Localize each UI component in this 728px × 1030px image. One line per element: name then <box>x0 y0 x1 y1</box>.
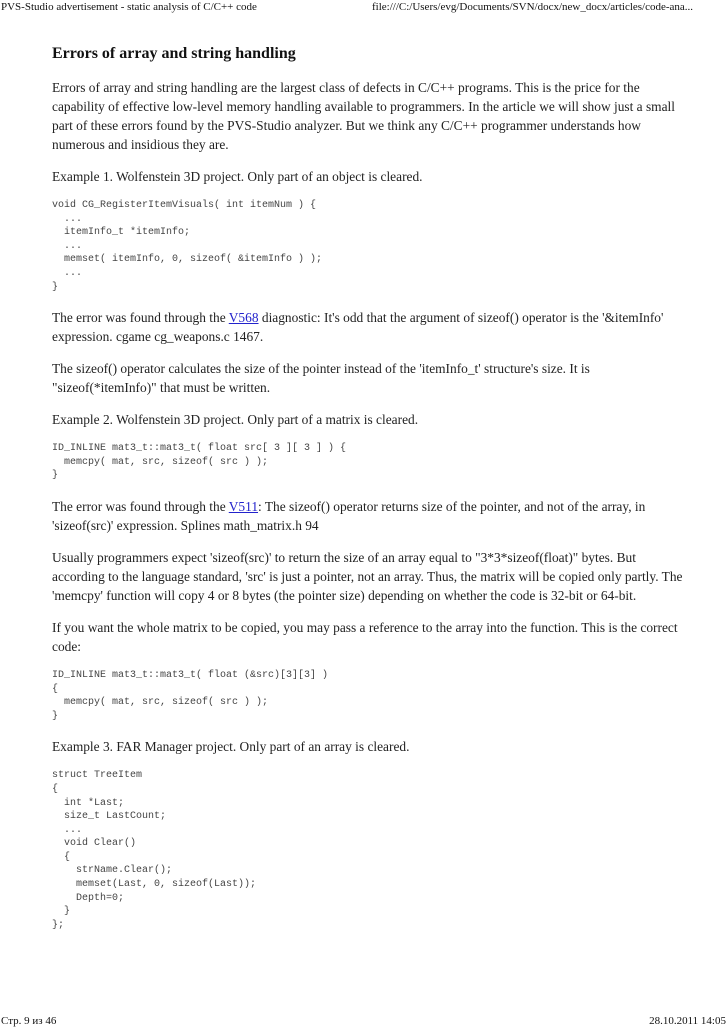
example1-title: Example 1. Wolfenstein 3D project. Only part of an object is cleared. <box>52 169 423 184</box>
example1-finding-pre: The error was found through the <box>52 310 229 326</box>
example1-finding <box>52 308 684 346</box>
header-url: file:///C:/Users/evg/Documents/SVN/docx/new_docx/articles/code-ana... <box>372 1 694 13</box>
example1-explanation: The sizeof() operator calculates the size of the pointer instead of the 'itemInfo_t' structure's size. It is "sizeof(*itemInfo)" that must be written. <box>52 361 590 396</box>
v568-link[interactable]: V568 <box>228 310 259 326</box>
example2-finding-post: : The sizeof() operator returns size of the pointer, and not of the array, in 'sizeof(src)' expression. Splines math_matrix.h 94 <box>52 498 646 533</box>
header-title: PVS-Studio advertisement - static analysis of C/C++ code <box>1 1 257 13</box>
page-number: Стр. 9 из 46 <box>1 1015 57 1027</box>
example2-code: ID_INLINE mat3_t::mat3_t( float src[ 3 ][ 3 ] ) { memcpy( mat, src, sizeof( src ) ); } <box>52 443 347 482</box>
example3-title: Example 3. FAR Manager project. Only part of an array is cleared. <box>52 739 410 755</box>
example2-explanation: Usually programmers expect 'sizeof(src)' to return the size of an array equal to "3*3*sizeof(float)" bytes. But according to the language standard, 'src' is just a pointer, not an array. Thus, the matrix will be copied only partly. The 'memcpy' function will copy 4 or 8 bytes (the pointer size) depending on whether the code is 32-bit or 64-bit. <box>52 549 683 603</box>
intro-paragraph: Errors of array and string handling are the largest class of defects in C/C++ programs. This is the price for the capability of effective low-level memory handling available to programmers. In the article we will show just a small part of these errors found by the PVS-Studio analyzer. But we think any C/C++ programmer understands how numerous and insidious they are. <box>52 80 675 152</box>
v511-link[interactable]: V511 <box>228 498 259 514</box>
article-heading: Errors of array and string handling <box>52 45 296 62</box>
example2-title: Example 2. Wolfenstein 3D project. Only part of a matrix is cleared. <box>52 412 419 428</box>
page-header <box>0 0 728 14</box>
example1-code: void CG_RegisterItemVisuals( int itemNum ) { ... itemInfo_t *itemInfo; ... memset( itemInfo, 0, sizeof( &itemInfo ) ); ... } <box>52 200 323 293</box>
example2-finding <box>52 497 684 535</box>
page-footer <box>0 1014 728 1030</box>
example2-fix-text: If you want the whole matrix to be copied, you may pass a reference to the array into the function. This is the correct code: <box>52 619 678 654</box>
example2-finding-pre: The error was found through the <box>52 498 229 514</box>
article-content <box>52 44 684 946</box>
example3-code: struct TreeItem { int *Last; size_t LastCount; ... void Clear() { strName.Clear(); memset(Last, 0, sizeof(Last)); Depth=0; } }; <box>52 770 257 931</box>
example2-fix-code: ID_INLINE mat3_t::mat3_t( float (&src)[3][3] ) { memcpy( mat, src, sizeof( src ) ); } <box>52 669 329 722</box>
example1-finding-post: diagnostic: It's odd that the argument of sizeof() operator is the '&itemInfo' expression. cgame cg_weapons.c 1467. <box>52 310 664 345</box>
print-datetime: 28.10.2011 14:05 <box>649 1015 726 1027</box>
